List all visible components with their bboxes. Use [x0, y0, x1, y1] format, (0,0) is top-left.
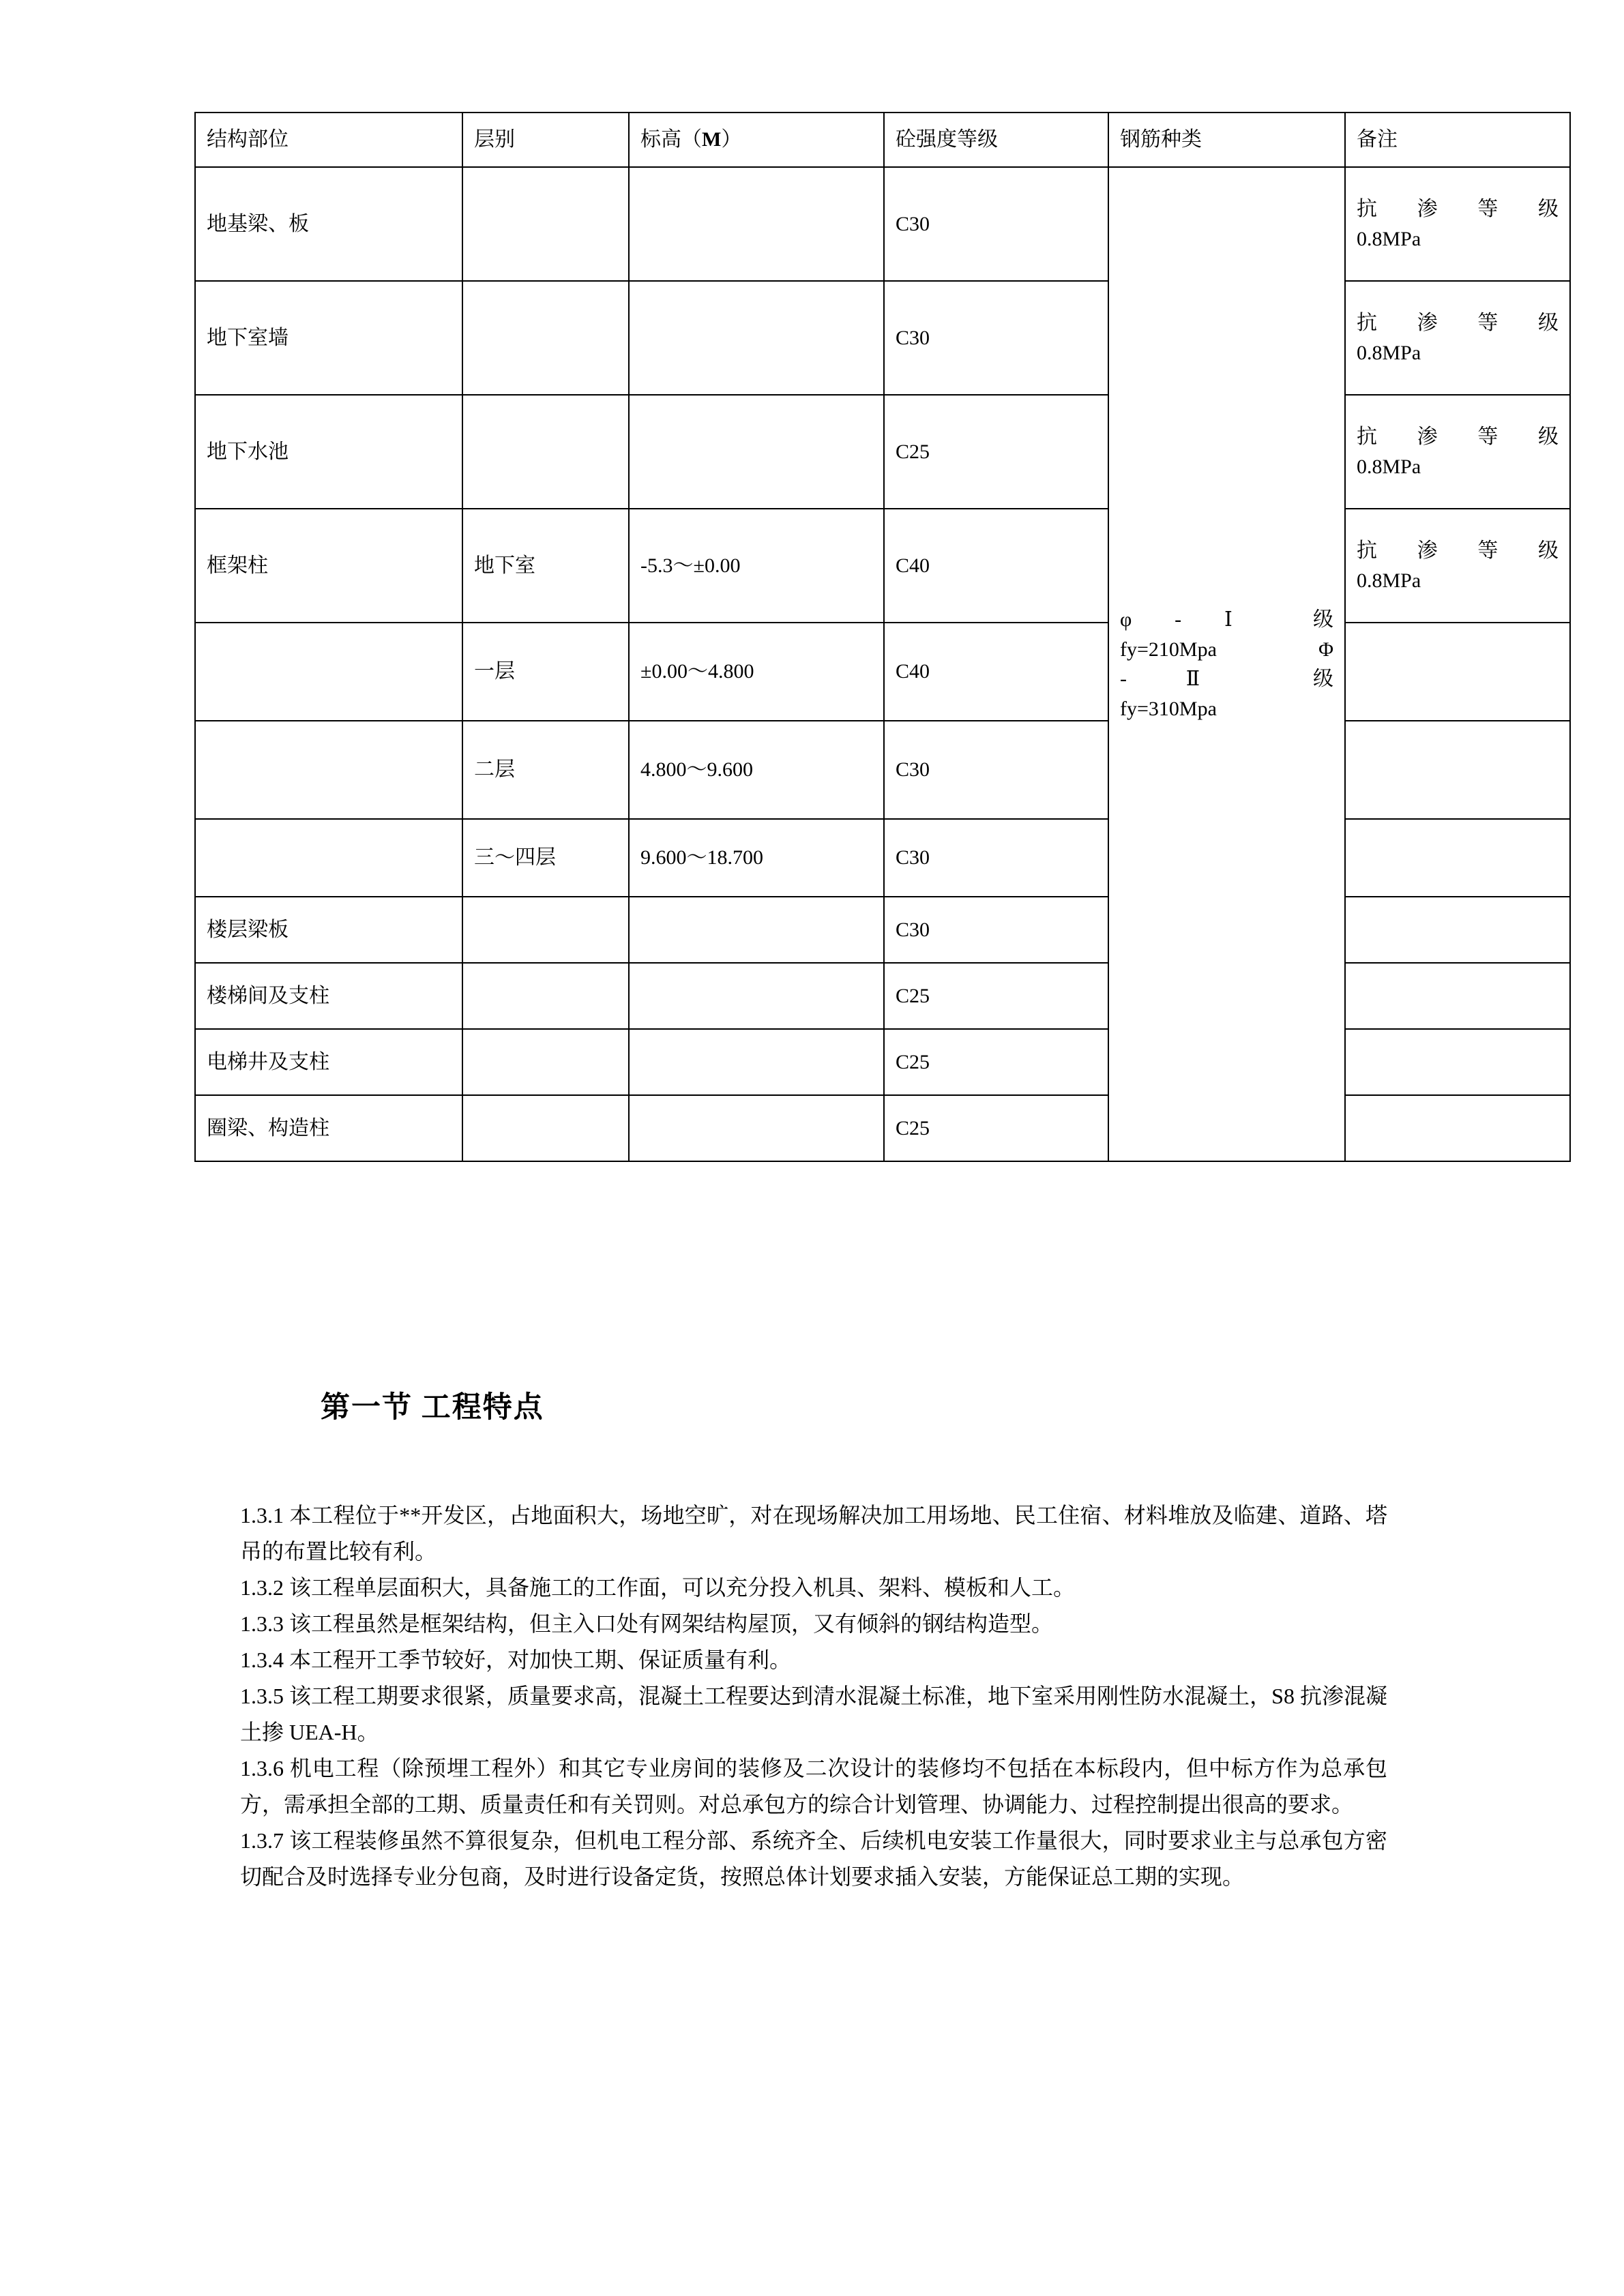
header-remarks: 备注 — [1345, 113, 1570, 167]
cell-concrete-grade: C40 — [884, 623, 1108, 721]
structure-spec-table-container — [194, 112, 1559, 1162]
cell-concrete-grade: C25 — [884, 1029, 1108, 1095]
table-row — [195, 1029, 1570, 1095]
cell-level — [462, 395, 629, 509]
header-elevation: 标高（M） — [629, 113, 884, 167]
cell-structure-part — [195, 819, 462, 897]
cell-structure-part — [195, 721, 462, 819]
header-rebar-type: 钢筋种类 — [1108, 113, 1345, 167]
cell-elevation — [629, 281, 884, 395]
cell-concrete-grade: C25 — [884, 1095, 1108, 1161]
cell-concrete-grade: C25 — [884, 963, 1108, 1029]
table-row — [195, 395, 1570, 509]
table-body — [195, 113, 1570, 1161]
paragraph-1-3-4: 1.3.4 本工程开工季节较好，对加快工期、保证质量有利。 — [240, 1648, 792, 1672]
cell-elevation — [629, 1095, 884, 1161]
section-heading: 第一节 工程特点 — [321, 1392, 544, 1424]
remark-permeability-label: 抗 渗 等 级 — [1357, 426, 1559, 448]
cell-elevation — [629, 1029, 884, 1095]
cell-structure-part: 电梯井及支柱 — [195, 1029, 462, 1095]
cell-remarks — [1345, 167, 1570, 281]
remark-permeability-value: 0.8MPa — [1357, 569, 1421, 592]
cell-elevation: -5.3～±0.00 — [629, 509, 884, 623]
remark-permeability-value: 0.8MPa — [1357, 341, 1421, 364]
cell-concrete-grade: C25 — [884, 395, 1108, 509]
cell-level: 二层 — [462, 721, 629, 819]
cell-remarks — [1345, 1029, 1570, 1095]
rebar-line-3: - Ⅱ 级 — [1120, 668, 1333, 690]
cell-level: 一层 — [462, 623, 629, 721]
header-concrete-grade: 砼强度等级 — [884, 113, 1108, 167]
cell-remarks — [1345, 281, 1570, 395]
cell-structure-part: 楼梯间及支柱 — [195, 963, 462, 1029]
cell-elevation: ±0.00～4.800 — [629, 623, 884, 721]
cell-level: 三～四层 — [462, 819, 629, 897]
cell-elevation: 4.800～9.600 — [629, 721, 884, 819]
cell-level — [462, 281, 629, 395]
table-row — [195, 509, 1570, 623]
table-row — [195, 897, 1570, 963]
cell-level — [462, 963, 629, 1029]
cell-structure-part: 框架柱 — [195, 509, 462, 623]
table-row — [195, 819, 1570, 897]
cell-remarks — [1345, 819, 1570, 897]
cell-elevation — [629, 963, 884, 1029]
table-row — [195, 281, 1570, 395]
paragraph-1-3-6: 1.3.6 机电工程（除预埋工程外）和其它专业房间的装修及二次设计的装修均不包括在本标段内，但中标方作为总承包方，需承担全部的工期、质量责任和有关罚则。对总承包方的综合计划管理、协调能力、过程控制提出很高的要求。 — [240, 1756, 1387, 1817]
cell-elevation — [629, 395, 884, 509]
cell-level — [462, 1029, 629, 1095]
cell-level — [462, 167, 629, 281]
cell-structure-part: 地下水池 — [195, 395, 462, 509]
cell-level: 地下室 — [462, 509, 629, 623]
paragraph-1-3-3: 1.3.3 该工程虽然是框架结构，但主入口处有网架结构屋顶，又有倾斜的钢结构造型。 — [240, 1611, 1054, 1636]
cell-structure-part — [195, 623, 462, 721]
cell-structure-part: 地下室墙 — [195, 281, 462, 395]
remark-permeability-label: 抗 渗 等 级 — [1357, 539, 1559, 562]
table-row — [195, 1095, 1570, 1161]
cell-elevation — [629, 167, 884, 281]
cell-concrete-grade: C30 — [884, 721, 1108, 819]
cell-remarks — [1345, 721, 1570, 819]
cell-structure-part: 楼层梁板 — [195, 897, 462, 963]
rebar-line-2: fy=210Mpa Φ — [1120, 638, 1333, 661]
cell-concrete-grade: C40 — [884, 509, 1108, 623]
header-structure-part: 结构部位 — [195, 113, 462, 167]
header-level: 层别 — [462, 113, 629, 167]
cell-concrete-grade: C30 — [884, 167, 1108, 281]
cell-level — [462, 897, 629, 963]
table-row — [195, 623, 1570, 721]
remark-permeability-value: 0.8MPa — [1357, 227, 1421, 250]
cell-concrete-grade: C30 — [884, 897, 1108, 963]
cell-remarks — [1345, 1095, 1570, 1161]
table-header-row — [195, 113, 1570, 167]
structure-spec-table — [194, 112, 1571, 1162]
cell-level — [462, 1095, 629, 1161]
paragraph-1-3-1: 1.3.1 本工程位于**开发区，占地面积大，场地空旷，对在现场解决加工用场地、民工住宿、材料堆放及临建、道路、塔吊的布置比较有利。 — [240, 1503, 1387, 1564]
cell-concrete-grade: C30 — [884, 819, 1108, 897]
cell-concrete-grade: C30 — [884, 281, 1108, 395]
cell-rebar-type-merged — [1108, 167, 1345, 1161]
rebar-line-4: fy=310Mpa — [1120, 697, 1217, 720]
table-row — [195, 167, 1570, 281]
cell-structure-part: 圈梁、构造柱 — [195, 1095, 462, 1161]
remark-permeability-label: 抗 渗 等 级 — [1357, 312, 1559, 334]
remark-permeability-value: 0.8MPa — [1357, 455, 1421, 478]
paragraph-1-3-2: 1.3.2 该工程单层面积大，具备施工的工作面，可以充分投入机具、架料、模板和人工。 — [240, 1575, 1076, 1600]
cell-elevation: 9.600～18.700 — [629, 819, 884, 897]
cell-remarks — [1345, 623, 1570, 721]
paragraph-1-3-7: 1.3.7 该工程装修虽然不算很复杂，但机电工程分部、系统齐全、后续机电安装工作量很大，同时要求业主与总承包方密切配合及时选择专业分包商，及时进行设备定货，按照总体计划要求插入安装，方能保证总工期的实现。 — [240, 1828, 1387, 1889]
table-row — [195, 963, 1570, 1029]
paragraph-1-3-5: 1.3.5 该工程工期要求很紧，质量要求高，混凝土工程要达到清水混凝土标准，地下室采用刚性防水混凝土，S8 抗渗混凝土掺 UEA-H。 — [240, 1684, 1387, 1744]
cell-remarks — [1345, 509, 1570, 623]
cell-remarks — [1345, 963, 1570, 1029]
rebar-line-1: φ - Ⅰ 级 — [1120, 608, 1333, 631]
body-text-block — [240, 1497, 1387, 1895]
cell-remarks — [1345, 897, 1570, 963]
remark-permeability-label: 抗 渗 等 级 — [1357, 198, 1559, 220]
cell-remarks — [1345, 395, 1570, 509]
cell-structure-part: 地基梁、板 — [195, 167, 462, 281]
table-row — [195, 721, 1570, 819]
cell-elevation — [629, 897, 884, 963]
